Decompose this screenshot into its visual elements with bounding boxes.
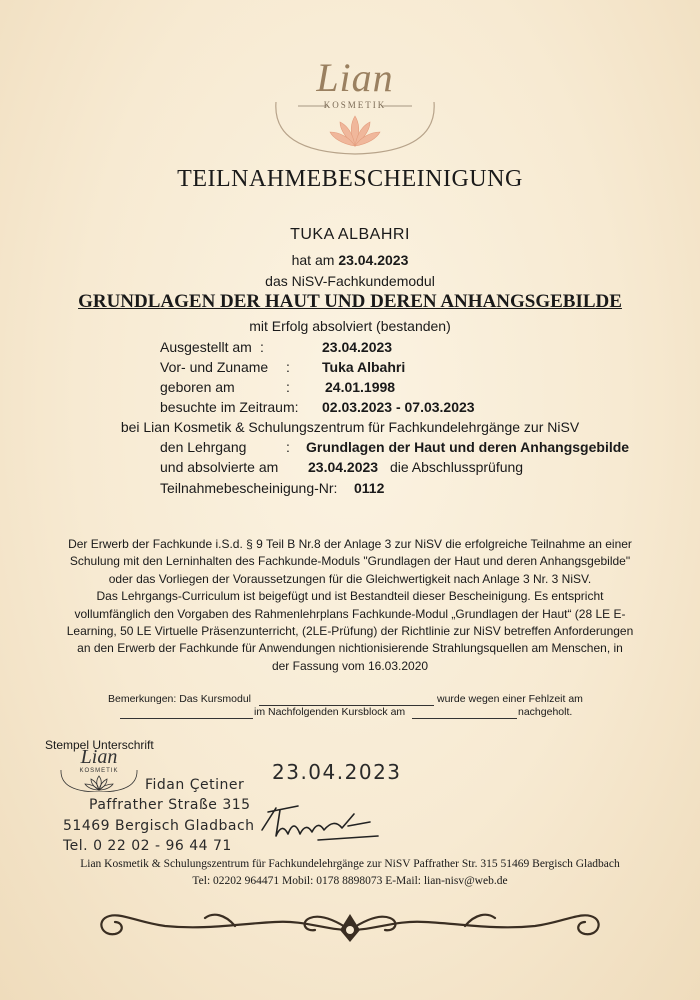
passed-line: mit Erfolg absolviert (bestanden) [249,318,451,334]
document-title: TEILNAHMEBESCHEINIGUNG [177,166,523,192]
cert-number-value: 0112 [354,480,385,496]
period-label: besuchte im Zeitraum: [160,399,299,415]
issued-value: 23.04.2023 [322,339,393,355]
completion-date: 23.04.2023 [338,252,409,268]
stamp-subtitle: KOSMETIK [79,768,119,774]
born-label: geboren am [160,379,235,395]
legal-line: Das Lehrgangs-Curriculum ist beigefügt und ist Bestandteil dieser Bescheinigung. Es entspricht [96,589,604,604]
company-logo [270,48,440,158]
name-sep: : [286,359,290,375]
course-value: Grundlagen der Haut und deren Anhangsgebilde [306,439,630,455]
date-prefix: hat am [291,252,339,268]
legal-line: Learning, 50 LE Virtuelle Präsenzunterricht, (2LE-Prüfung) der Richtlinie zur NiSV betreffen Anforderungen [66,624,634,639]
period-value: 02.03.2023 - 07.03.2023 [322,399,475,415]
legal-line: vollumfänglich den Vorgaben des Rahmenlehrplans Fachkunde-Modul „Grundlagen der Haut“ (28 LE E- [74,606,626,621]
logo-subtitle: KOSMETIK [323,100,387,110]
signature-label: Stempel Unterschrift [45,738,154,752]
institute-line: bei Lian Kosmetik & Schulungszentrum für Fachkundelehrgänge zur NiSV [120,419,580,435]
legal-line: der Fassung vom 16.03.2020 [271,658,429,673]
remarks-blank-3 [412,718,517,719]
exam-suffix: die Abschlussprüfung [390,459,524,475]
participant-name: TUKA ALBAHRI [290,226,410,243]
module-line: das NiSV-Fachkundemodul [265,273,435,289]
footer-contact: Tel: 02202 964471 Mobil: 0178 8898073 E-Mail: lian-nisv@web.de [192,875,508,887]
stamp-phone: Tel. 0 22 02 - 96 44 71 [63,838,232,854]
exam-row [160,459,524,475]
remarks-text-3: nachgeholt. [518,706,573,718]
handwritten-date: 23.04.2023 [272,760,402,784]
course-row [160,439,630,455]
course-label: den Lehrgang [160,439,247,455]
name-row [160,359,406,375]
stamp-logo [58,746,140,792]
remarks-text-2: im Nachfolgenden Kursblock am [254,706,406,718]
stamp-street: Paffrather Straße 315 [89,797,251,813]
legal-text [30,536,670,675]
legal-line: Schulung mit den Lerninhalten des Fachkunde-Moduls "Grundlagen der Haut und deren Anhangsgebilde" [69,554,631,569]
born-row [160,379,396,395]
exam-label: und absolvierte am [160,459,279,475]
born-sep: : [286,379,290,395]
module-subject: GRUNDLAGEN DER HAUT UND DEREN ANHANGSGEBILDE [78,291,622,312]
logo-wordmark: Lian [316,55,394,100]
stamp-wordmark: Lian [80,746,118,768]
stamp-city: 51469 Bergisch Gladbach [63,818,255,834]
cert-number-row [160,480,385,496]
issued-label: Ausgestellt am [160,339,252,355]
legal-line: Der Erwerb der Fachkunde i.S.d. § 9 Teil B Nr.8 der Anlage 3 zur NiSV die erfolgreiche Teilnahme an einer [68,537,632,551]
cert-number-label: Teilnahmebescheinigung-Nr: [160,480,338,496]
course-sep: : [286,439,290,455]
legal-line: oder das Vorliegen der Voraussetzungen für die Gleichwertigkeit nach Anlage 3 Nr. 3 NiSV. [108,571,592,586]
born-value: 24.01.1998 [325,379,396,395]
decorative-ornament-icon [95,900,605,946]
issued-sep: : [260,339,264,355]
period-row [160,399,475,415]
signature-scribble [258,800,388,848]
remarks-text-1: wurde wegen einer Fehlzeit am [437,693,583,705]
remarks-blank-2 [120,718,253,719]
stamp-owner: Fidan Çetiner [145,777,245,793]
completion-date-line [0,252,700,268]
name-value: Tuka Albahri [322,359,406,375]
remarks-label: Bemerkungen: Das Kursmodul [108,693,251,705]
legal-line: an den Erwerb der Fachkunde für Anwendungen nichtionisierende Strahlungsquellen am Menschen, in [77,641,623,656]
exam-date: 23.04.2023 [308,459,379,475]
issued-row [160,339,393,355]
name-label: Vor- und Zuname [160,359,269,375]
footer-address: Lian Kosmetik & Schulungszentrum für Fachkundelehrgänge zur NiSV Paffrather Str. 315 51469 Bergisch Gladbach [80,858,620,870]
